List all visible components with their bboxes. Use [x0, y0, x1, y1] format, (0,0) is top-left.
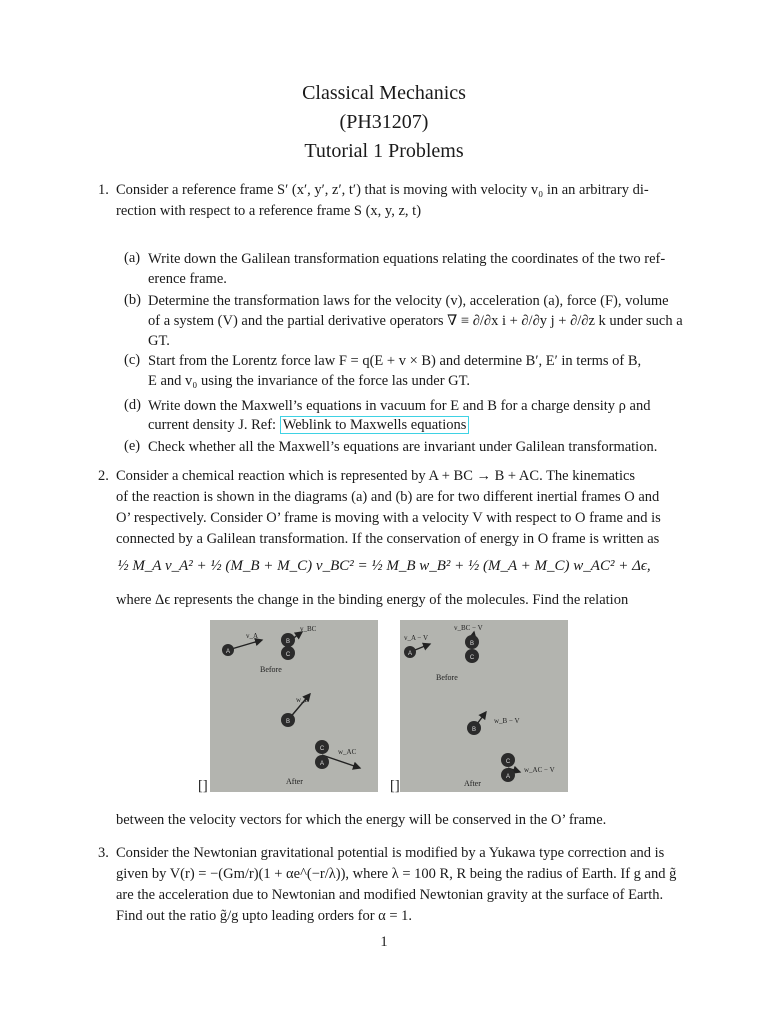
label-b1: B: [285, 639, 291, 645]
part-c-line-2: E and v₀ using the invariance of the force las under GT.: [148, 373, 471, 389]
label-b2: B: [471, 727, 477, 733]
wac-v-label: w_AC − V: [524, 766, 555, 774]
problem-3-line-2: given by V(r) = −(Gm/r)(1 + αe^(−r/λ)), where λ = 100 R, R being the radius of Earth. If g and g̃: [116, 866, 677, 882]
figure-a-frame-o: [210, 620, 378, 792]
part-d-line-1: Write down the Maxwell’s equations in vacuum for E and B for a charge density ρ and: [148, 398, 651, 414]
label-c1: C: [285, 652, 291, 658]
problem-2-line-4: connected by a Galilean transformation. If the conservation of energy in O frame is written as: [116, 531, 660, 547]
vbc-label: v_BC: [300, 625, 317, 633]
va-label: v_A: [246, 632, 259, 640]
part-b-line-3: GT.: [148, 333, 170, 349]
part-c-line-1: Start from the Lorentz force law F = q(E + v × B) and determine B′, E′ in terms of B,: [148, 353, 642, 369]
problem-2-line-1: Consider a chemical reaction which is represented by A + BC → B + AC. The kinematics: [116, 468, 636, 484]
before-label: Before: [436, 673, 458, 682]
problem-2-line-5: where Δϵ represents the change in the binding energy of the molecules. Find the relation: [116, 592, 629, 608]
part-d-label: (d): [124, 397, 141, 413]
problem-1-line-2: rection with respect to a reference frame S (x, y, z, t): [116, 203, 422, 219]
problem-2-line-6: between the velocity vectors for which the energy will be conserved in the O’ frame.: [116, 812, 607, 828]
part-e-label: (e): [124, 438, 141, 454]
wac-label: w_AC: [338, 748, 357, 756]
part-d-line-2: [148, 415, 688, 436]
doc-title: Classical Mechanics: [302, 82, 466, 104]
energy-conservation-equation: ½ M_A v_A² + ½ (M_B + M_C) v_BC² = ½ M_B w_B² + ½ (M_A + M_C) w_AC² + Δϵ,: [117, 558, 651, 574]
page-number: 1: [380, 934, 388, 950]
part-d-ref-text: current density J. Ref:: [148, 417, 277, 433]
wb-v-label: w_B − V: [494, 717, 520, 725]
wb-label: w_B: [296, 696, 310, 704]
part-c-label: (c): [124, 352, 141, 368]
label-a2: A: [505, 774, 511, 780]
problem-2-number: 2.: [98, 468, 109, 484]
va-v-label: v_A − V: [404, 634, 429, 642]
problem-3-line-3: are the acceleration due to Newtonian and modified Newtonian gravity at the surface of Earth.: [116, 887, 664, 903]
label-c1: C: [469, 655, 475, 661]
problem-2-line-3: O’ respectively. Consider O’ frame is moving with a velocity V with respect to O frame and is: [116, 510, 661, 526]
maxwell-equations-link[interactable]: Weblink to Maxwells equations: [280, 416, 470, 434]
problem-1-line-1: Consider a reference frame S′ (x′, y′, z′, t′) that is moving with velocity v₀ in an arbitrary di-: [116, 182, 649, 198]
part-e-line-1: Check whether all the Maxwell’s equations are invariant under Galilean transformation.: [148, 439, 658, 455]
after-label: After: [286, 777, 303, 786]
problem-1-number: 1.: [98, 182, 109, 198]
part-b-label: (b): [124, 292, 141, 308]
label-c2: C: [505, 759, 511, 765]
figure-a-diagram: [210, 620, 378, 792]
part-b-line-2: of a system (V) and the partial derivative operators ∇ ≡ ∂/∂x i + ∂/∂y j + ∂/∂z k under such a: [148, 313, 683, 329]
label-b1: B: [469, 641, 475, 647]
problem-3-line-1: Consider the Newtonian gravitational potential is modified by a Yukawa type correction and is: [116, 845, 665, 861]
figure-b-tag: []: [390, 778, 400, 794]
tutorial-title: Tutorial 1 Problems: [304, 140, 464, 162]
label-b2: B: [285, 719, 291, 725]
label-c2: C: [319, 746, 325, 752]
figure-b-diagram: [400, 620, 568, 792]
course-code: (PH31207): [339, 111, 429, 133]
part-b-line-1: Determine the transformation laws for the velocity (v), acceleration (a), force (F), volume: [148, 293, 669, 309]
problem-3-number: 3.: [98, 845, 109, 861]
figure-a-tag: []: [198, 778, 208, 794]
part-a-line-1: Write down the Galilean transformation equations relating the coordinates of the two ref-: [148, 251, 666, 267]
label-a1: A: [407, 651, 413, 657]
part-a-line-2: erence frame.: [148, 271, 227, 287]
figure-b-frame-o-prime: [400, 620, 568, 792]
before-label: Before: [260, 665, 282, 674]
vbc-v-label: v_BC − V: [454, 624, 483, 632]
label-a2: A: [319, 761, 325, 767]
label-a1: A: [225, 649, 231, 655]
part-a-label: (a): [124, 250, 141, 266]
after-label: After: [464, 779, 481, 788]
problem-2-line-2: of the reaction is shown in the diagrams (a) and (b) are for two different inertial frames O and: [116, 489, 660, 505]
problem-3-line-4: Find out the ratio g̃/g upto leading orders for α = 1.: [116, 908, 413, 924]
